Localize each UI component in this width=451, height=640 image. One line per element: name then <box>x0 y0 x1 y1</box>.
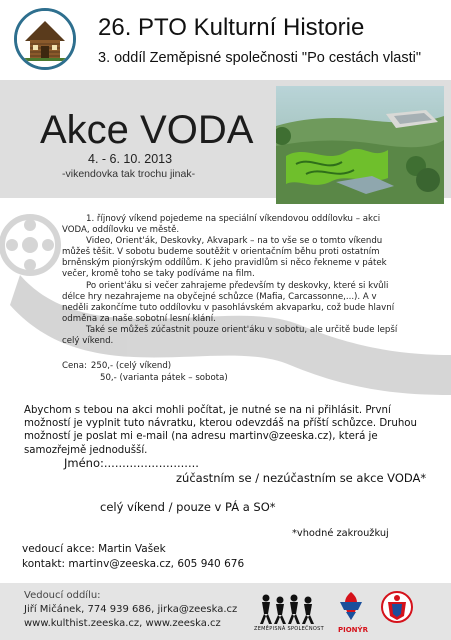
footer-web-links[interactable]: www.kulthist.zeeska.cz, www.zeeska.cz <box>24 618 221 630</box>
description-paragraph: Také se můžeš zúčastnit pouze orient'áku v sobotu, ale určitě bude lepší celý víkend. <box>62 324 398 347</box>
event-tagline: -vikendovka tak trochu jinak- <box>62 168 196 180</box>
event-description <box>62 214 402 347</box>
zs-logo-caption: ZEMĚPISNÁ SPOLEČNOST <box>254 626 324 632</box>
page-title: 26. PTO Kulturní Historie <box>98 14 365 41</box>
kulturni-historie-crest-icon <box>380 590 414 624</box>
duration-choice[interactable]: celý víkend / pouze v PÁ a SO* <box>100 500 276 514</box>
footer-leader-contact: Jiří Mičánek, 774 939 686, jirka@zeeska.cz <box>24 604 238 616</box>
footer-label: Vedoucí oddílu: <box>24 590 101 601</box>
footer-contact <box>24 589 237 632</box>
aquapark-photo <box>276 86 444 204</box>
troop-logo-house-icon <box>14 8 76 70</box>
leader-contact: kontakt: martinv@zeeska.cz, 605 940 676 <box>22 558 245 570</box>
event-leader <box>22 542 244 572</box>
leader-name: vedoucí akce: Martin Vašek <box>22 543 166 555</box>
pionyr-logo-caption: PIONÝR <box>338 626 369 634</box>
circle-note: *vhodné zakroužkuj <box>292 528 389 539</box>
pionyr-logo-icon <box>336 590 366 624</box>
price-partial: 50,- (varianta pátek – sobota) <box>100 373 228 384</box>
price-label: Cena: <box>62 361 87 371</box>
price-full: 250,- (celý víkend) <box>90 361 172 371</box>
event-title: Akce VODA <box>40 108 254 152</box>
signup-instructions: Abychom s tebou na akci mohli počítat, je nutné se na ni přihlásit. První možností je vyplnit tuto návratku, kterou odevzdáš na příští schůzce. Druhou možností je poslat mi e-mail (na adresu martinv@zeeska.cz), která je samozřejmě jednodušší. <box>24 405 417 456</box>
description-paragraph: Po orient'áku si večer zahrajeme především ty deskovky, které si kvůli délce hry nezahrajeme na obyčejné schůzce (Mafia, Carcassonne,...). A v neděli zakončíme tuto oddílovku v pasohlávském akvaparku, což bude hlavní odměna za naše sobotní lesní klání. <box>62 280 395 324</box>
description-paragraph: Video, Orient'ák, Deskovky, Akvapark – na to vše se o tomto víkendu můžeš těšit. V sobotu budeme soutěžit v orientačním běhu proti ostatním brněnským pionýrským oddílům. K jeho pravidlům si něco řekneme v pátek večer, kromě toho se taky podíváme na film. <box>62 236 387 280</box>
page-subtitle: 3. oddíl Zeměpisné společnosti "Po cestách vlasti" <box>98 50 422 66</box>
participation-choice[interactable]: zúčastním se / nezúčastním se akce VODA* <box>176 471 427 485</box>
name-field[interactable]: Jméno:.......................... <box>64 456 199 470</box>
event-date: 4. - 6. 10. 2013 <box>88 152 173 166</box>
price-list <box>62 360 228 384</box>
description-paragraph: 1. říjnový víkend pojedeme na speciální víkendovou oddílovku – akci VODA, oddílovku ve městě. <box>62 214 381 236</box>
